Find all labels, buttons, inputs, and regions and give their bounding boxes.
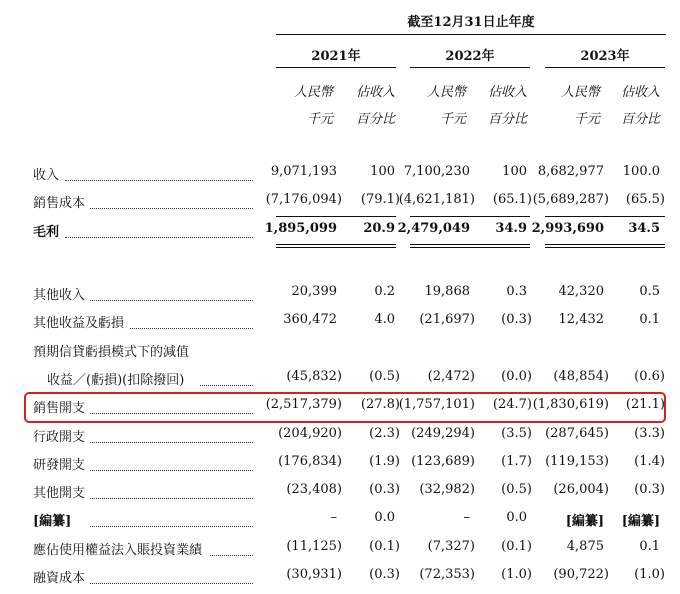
dot-leader	[90, 470, 253, 471]
value-2021-pct: (0.3)	[369, 567, 400, 582]
value-2023-pct: 34.5	[628, 221, 660, 236]
value-2021-rmb: (30,931)	[286, 567, 342, 582]
dot-leader	[210, 555, 253, 556]
value-2023-pct: 0.1	[639, 539, 660, 554]
total-rule-bottom	[276, 247, 396, 248]
value-2021-rmb: (45,832)	[286, 369, 342, 384]
dot-leader	[90, 583, 253, 584]
value-2023-pct: (21.1)	[625, 397, 665, 412]
dot-leader	[65, 237, 253, 238]
dot-leader	[90, 413, 253, 414]
value-2023-pct: (1.0)	[634, 567, 665, 582]
value-2022-rmb: (2,472)	[427, 369, 475, 384]
col-pct2-2023: 百分比	[620, 112, 660, 127]
col-thousand-2021: 千元	[306, 112, 333, 127]
col-rmb-2021: 人民幣	[293, 85, 333, 100]
value-2022-pct: (0.0)	[501, 369, 532, 384]
value-2022-pct: (1.7)	[501, 454, 532, 469]
value-2021-rmb: 20,399	[291, 284, 337, 299]
value-2023-pct: [編纂]	[621, 514, 660, 529]
total-rule-top	[410, 244, 530, 245]
value-2021-rmb: (23,408)	[286, 482, 342, 497]
value-2021-rmb: 360,472	[283, 312, 337, 327]
value-2021-pct: 4.0	[374, 312, 395, 327]
value-2022-rmb: (123,689)	[411, 454, 475, 469]
dot-leader	[200, 385, 253, 386]
value-2023-pct: 0.5	[639, 284, 660, 299]
value-2021-rmb: (7,176,094)	[265, 192, 342, 207]
total-rule-bottom	[545, 247, 665, 248]
value-2022-pct: (3.5)	[501, 426, 532, 441]
value-2023-pct: 100.0	[622, 164, 660, 179]
value-2022-pct: 34.9	[495, 221, 527, 236]
value-2023-rmb: 12,432	[558, 312, 604, 327]
value-2022-pct: (65.1)	[492, 192, 532, 207]
value-2021-pct: (0.1)	[369, 539, 400, 554]
value-2021-rmb: 1,895,099	[264, 221, 337, 236]
col-pct2-2021: 百分比	[355, 112, 395, 127]
dot-leader	[90, 498, 253, 499]
subtotal-rule	[410, 216, 530, 217]
row-label: 研發開支	[33, 458, 86, 473]
dot-leader	[130, 328, 253, 329]
dot-leader	[90, 526, 253, 527]
value-2021-rmb: (204,920)	[278, 426, 342, 441]
value-2022-rmb: (1,757,101)	[398, 397, 475, 412]
value-2022-pct: 0.0	[506, 510, 527, 525]
year-2022-rule	[410, 67, 530, 68]
period-heading: 截至12月31日止年度	[407, 15, 535, 30]
col-rmb-2022: 人民幣	[426, 85, 466, 100]
value-2023-pct: 0.1	[639, 312, 660, 327]
value-2022-rmb: (249,294)	[411, 426, 475, 441]
col-pct-2023: 佔收入	[620, 85, 660, 100]
year-2023-rule	[545, 67, 665, 68]
value-2022-rmb: (32,982)	[419, 482, 475, 497]
value-2022-pct: 0.3	[506, 284, 527, 299]
value-2021-pct: (0.5)	[369, 369, 400, 384]
value-2022-pct: (0.3)	[501, 312, 532, 327]
row-label: 融資成本	[33, 571, 86, 586]
value-2023-rmb: 8,682,977	[537, 164, 604, 179]
value-2022-pct: (24.7)	[492, 397, 532, 412]
value-2023-rmb: (90,722)	[553, 567, 609, 582]
value-2022-pct: (0.5)	[501, 482, 532, 497]
col-pct-2022: 佔收入	[487, 85, 527, 100]
row-label: 應佔使用權益法入賬投資業績	[33, 543, 203, 558]
value-2023-rmb: 4,875	[566, 539, 604, 554]
value-2023-rmb: (48,854)	[553, 369, 609, 384]
value-2021-rmb: –	[330, 510, 337, 525]
row-label: 其他收入	[33, 288, 86, 303]
year-2021-heading: 2021年	[311, 49, 361, 64]
value-2021-pct: (79.1)	[360, 192, 400, 207]
value-2022-pct: (1.0)	[501, 567, 532, 582]
value-2023-rmb: (119,153)	[545, 454, 609, 469]
subtotal-rule	[545, 216, 665, 217]
row-label: 銷售開支	[33, 401, 86, 416]
value-2021-pct: (0.3)	[369, 482, 400, 497]
value-2021-pct: (2.3)	[369, 426, 400, 441]
row-label: 毛利	[33, 225, 60, 240]
value-2023-rmb: 42,320	[558, 284, 604, 299]
value-2022-rmb: –	[463, 510, 470, 525]
total-rule-top	[276, 244, 396, 245]
value-2023-pct: (0.3)	[634, 482, 665, 497]
value-2023-rmb: (1,830,619)	[532, 397, 609, 412]
value-2021-pct: (1.9)	[369, 454, 400, 469]
value-2022-pct: (0.1)	[501, 539, 532, 554]
value-2022-rmb: (7,327)	[427, 539, 475, 554]
value-2023-rmb: 2,993,690	[531, 221, 604, 236]
value-2023-rmb: [編纂]	[565, 514, 604, 529]
year-2021-rule	[276, 67, 396, 68]
dot-leader	[90, 300, 253, 301]
year-2023-heading: 2023年	[580, 49, 630, 64]
row-label: 行政開支	[33, 430, 86, 445]
subtotal-rule	[276, 216, 396, 217]
row-label: 收入	[33, 168, 60, 183]
col-pct-2021: 佔收入	[355, 85, 395, 100]
value-2022-rmb: 2,479,049	[397, 221, 470, 236]
col-thousand-2022: 千元	[439, 112, 466, 127]
col-thousand-2023: 千元	[573, 112, 600, 127]
value-2021-rmb: (176,834)	[278, 454, 342, 469]
value-2023-pct: (0.6)	[634, 369, 665, 384]
value-2021-rmb: (2,517,379)	[265, 397, 342, 412]
row-label: 收益／(虧損)(扣除撥回)	[47, 373, 185, 388]
col-pct2-2022: 百分比	[487, 112, 527, 127]
value-2023-pct: (1.4)	[634, 454, 665, 469]
value-2023-rmb: (5,689,287)	[532, 192, 609, 207]
value-2022-rmb: 7,100,230	[403, 164, 470, 179]
value-2021-pct: 0.0	[374, 510, 395, 525]
col-rmb-2023: 人民幣	[560, 85, 600, 100]
value-2022-pct: 100	[502, 164, 527, 179]
value-2023-rmb: (287,645)	[545, 426, 609, 441]
row-label: 其他開支	[33, 486, 86, 501]
dot-leader	[65, 180, 253, 181]
value-2022-rmb: (4,621,181)	[398, 192, 475, 207]
total-rule-top	[545, 244, 665, 245]
dot-leader	[90, 442, 253, 443]
value-2021-pct: (27.8)	[360, 397, 400, 412]
value-2022-rmb: (21,697)	[419, 312, 475, 327]
value-2022-rmb: 19,868	[424, 284, 470, 299]
dot-leader	[90, 208, 253, 209]
value-2023-pct: (65.5)	[625, 192, 665, 207]
row-label: 銷售成本	[33, 196, 86, 211]
row-label: [編纂]	[33, 514, 72, 529]
value-2021-pct: 100	[370, 164, 395, 179]
year-2022-heading: 2022年	[445, 49, 495, 64]
value-2021-pct: 0.2	[374, 284, 395, 299]
value-2021-rmb: (11,125)	[286, 539, 342, 554]
period-rule	[276, 34, 666, 35]
value-2022-rmb: (72,353)	[419, 567, 475, 582]
row-label: 其他收益及虧損	[33, 316, 125, 331]
value-2023-pct: (3.3)	[634, 426, 665, 441]
value-2023-rmb: (26,004)	[553, 482, 609, 497]
total-rule-bottom	[410, 247, 530, 248]
row-label: 預期信貸虧損模式下的減值	[33, 345, 190, 360]
value-2021-rmb: 9,071,193	[270, 164, 337, 179]
value-2021-pct: 20.9	[363, 221, 395, 236]
